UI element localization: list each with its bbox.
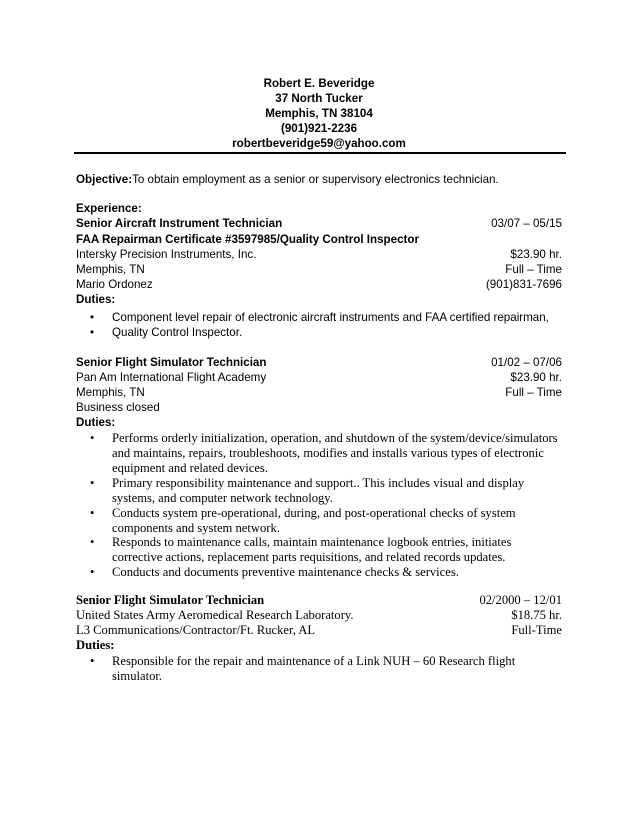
job1-location: Memphis, TN (76, 263, 145, 276)
job3-schedule: Full-Time (511, 623, 562, 637)
job2-duties-label: Duties: (76, 416, 116, 429)
duty-text: Responds to maintenance calls, maintain maintenance logbook entries, initiates corrective actions, replacement parts requisitions, and related records updates. (112, 535, 512, 564)
city-state-zip: Memphis, TN 38104 (265, 107, 373, 120)
job1-contact: Mario Ordonez (76, 278, 153, 291)
job1-title-row (76, 216, 562, 231)
job3-dates: 02/2000 – 12/01 (479, 593, 562, 607)
job2-location-row (76, 385, 562, 400)
job3-company-row (76, 608, 562, 623)
duty-text: Component level repair of electronic aircraft instruments and FAA certified repairman, (112, 311, 549, 324)
candidate-name: Robert E. Beveridge (263, 77, 375, 90)
job3-location-row (76, 623, 562, 638)
bullet-icon: • (90, 506, 95, 520)
bullet-icon: • (90, 565, 95, 579)
list-item (90, 431, 562, 476)
duty-text: Performs orderly initialization, operation, and shutdown of the system/device/simulators and maintains, repairs, troubleshoots, modifies and installs various types of electronic equipment and related devices. (112, 431, 558, 475)
job2-location: Memphis, TN (76, 386, 145, 399)
list-item (90, 325, 562, 340)
job2-title-row (76, 355, 562, 370)
header-divider (74, 152, 566, 154)
job1-schedule: Full – Time (505, 263, 562, 276)
objective-line (76, 172, 562, 187)
bullet-icon: • (90, 431, 95, 445)
list-item (90, 506, 562, 536)
list-item (90, 476, 562, 506)
job1-certificate: FAA Repairman Certificate #3597985/Quality Control Inspector (76, 233, 419, 246)
job2-dates: 01/02 – 07/06 (491, 356, 562, 369)
job3-duties-label: Duties: (76, 638, 115, 652)
job1-location-row (76, 262, 562, 277)
job1-dates: 03/07 – 05/15 (491, 217, 562, 230)
job1-contact-phone: (901)831-7696 (485, 278, 562, 291)
job3-title: Senior Flight Simulator Technician (76, 593, 265, 607)
objective-text: To obtain employment as a senior or supervisory electronics technician. (132, 173, 499, 186)
duty-text: Responsible for the repair and maintenance of a Link NUH – 60 Research flight simulator. (112, 654, 516, 683)
bullet-icon: • (90, 326, 95, 339)
list-item (90, 654, 562, 684)
job1-duties-label: Duties: (76, 293, 116, 306)
job1-pay: $23.90 hr. (510, 248, 562, 261)
job1-contact-row (76, 277, 562, 292)
job2-company: Pan Am International Flight Academy (76, 371, 267, 384)
street-address: 37 North Tucker (275, 92, 363, 105)
email-address: robertbeveridge59@yahoo.com (232, 137, 406, 150)
list-item (90, 535, 562, 565)
job3-company: United States Army Aeromedical Research Laboratory. (76, 608, 354, 622)
bullet-icon: • (90, 654, 95, 668)
list-item (90, 310, 562, 325)
contact-header (0, 76, 638, 151)
job1-title: Senior Aircraft Instrument Technician (76, 217, 283, 230)
job2-company-row (76, 370, 562, 385)
job2-schedule: Full – Time (505, 386, 562, 399)
job2-note: Business closed (76, 401, 160, 414)
job2-title: Senior Flight Simulator Technician (76, 356, 267, 369)
job1-company-row (76, 247, 562, 262)
duty-text: Conducts system pre-operational, during, and post-operational checks of system components and system network. (112, 506, 516, 535)
list-item (90, 565, 562, 580)
duty-text: Quality Control Inspector. (112, 326, 243, 339)
bullet-icon: • (90, 476, 95, 490)
experience-heading: Experience: (76, 202, 142, 215)
job3-pay: $18.75 hr. (511, 608, 562, 622)
bullet-icon: • (90, 311, 95, 324)
job2-pay: $23.90 hr. (510, 371, 562, 384)
job3-location: L3 Communications/Contractor/Ft. Rucker, AL (76, 623, 316, 637)
bullet-icon: • (90, 535, 95, 549)
job3-title-row (76, 593, 562, 608)
objective-label: Objective: (76, 173, 133, 186)
phone-number: (901)921-2236 (280, 122, 358, 135)
duty-text: Conducts and documents preventive maintenance checks & services. (112, 565, 459, 579)
duty-text: Primary responsibility maintenance and support.. This includes visual and display systems, and computer network technology. (112, 476, 525, 505)
job1-company: Intersky Precision Instruments, Inc. (76, 248, 257, 261)
